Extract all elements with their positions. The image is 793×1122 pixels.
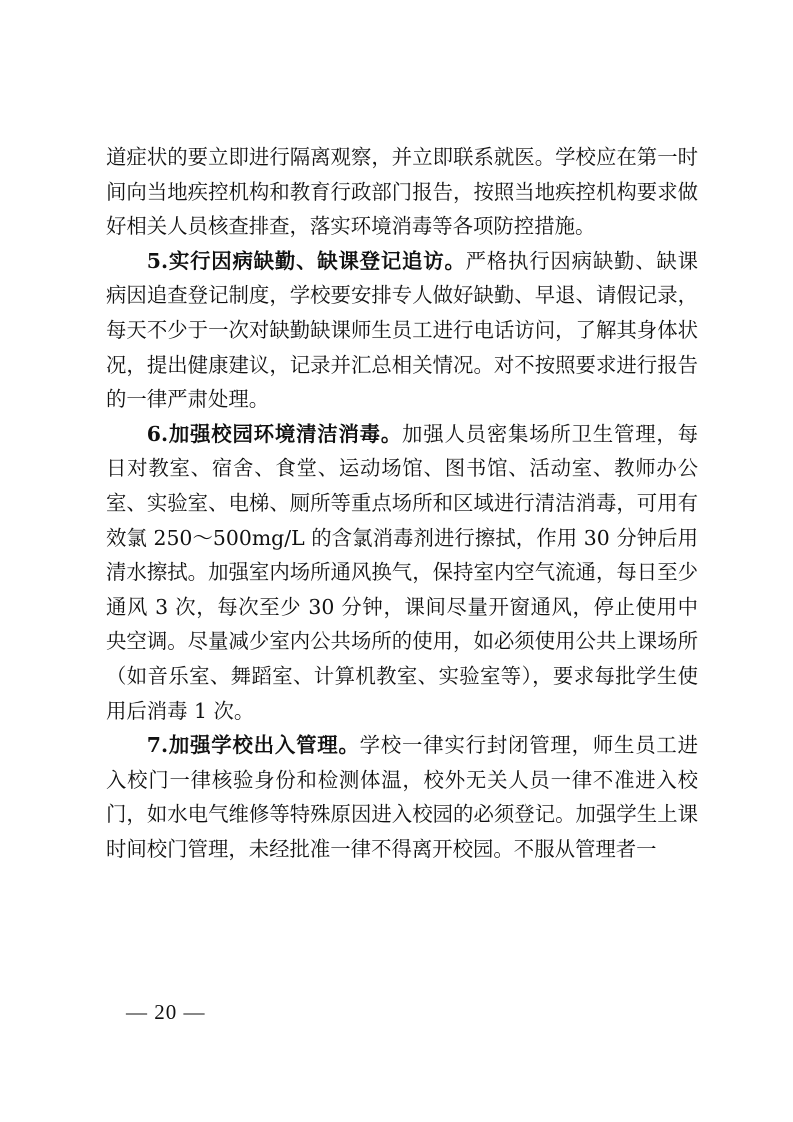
page-number: — 20 — xyxy=(126,1000,206,1024)
paragraph-text: 严格执行因病缺勤、缺课病因追查登记制度，学校要安排专人做好缺勤、早退、请假记录，每天不少于一次对缺勤缺课师生员工进行电话访问，了解其身体状况，提出健康建议，记录并汇总相关情况。对不按照要求进行报告的一律严肃处理。 xyxy=(106,248,698,412)
paragraph-heading: 6.加强校园环境清洁消毒。 xyxy=(146,421,403,446)
paragraph-heading: 5.实行因病缺勤、缺课登记追访。 xyxy=(146,248,466,273)
paragraph-item-5 xyxy=(106,244,698,417)
document-body xyxy=(106,140,698,866)
paragraph-heading: 7.加强学校出入管理。 xyxy=(146,733,360,758)
paragraph-continuation xyxy=(106,140,698,244)
paragraph-item-6 xyxy=(106,417,698,728)
paragraph-text: 道症状的要立即进行隔离观察，并立即联系就医。学校应在第一时间向当地疾控机构和教育行政部门报告，按照当地疾控机构要求做好相关人员核查排查，落实环境消毒等各项防控措施。 xyxy=(106,145,698,239)
paragraph-item-7 xyxy=(106,728,698,866)
paragraph-text: 学校一律实行封闭管理，师生员工进入校门一律核验身份和检测体温，校外无关人员一律不准进入校门，如水电气维修等特殊原因进入校园的必须登记。加强学生上课时间校门管理，未经批准一律不得离开校园。不服从管理者一 xyxy=(106,733,698,861)
paragraph-text: 加强人员密集场所卫生管理，每日对教室、宿舍、食堂、运动场馆、图书馆、活动室、教师办公室、实验室、电梯、厕所等重点场所和区域进行清洁消毒，可用有效氯 250～500mg/L 的含氯消毒剂进行擦拭，作用 30 分钟后用清水擦拭。加强室内场所通风换气，保持室内空气流通，每日至少通风 3 次，每次至少 30 分钟，课间尽量开窗通风，停止使用中央空调。尽量减少室内公共场所的使用，如必须使用公共上课场所（如音乐室、舞蹈室、计算机教室、实验室等），要求每批学生使用后消毒 1 次。 xyxy=(106,421,698,723)
